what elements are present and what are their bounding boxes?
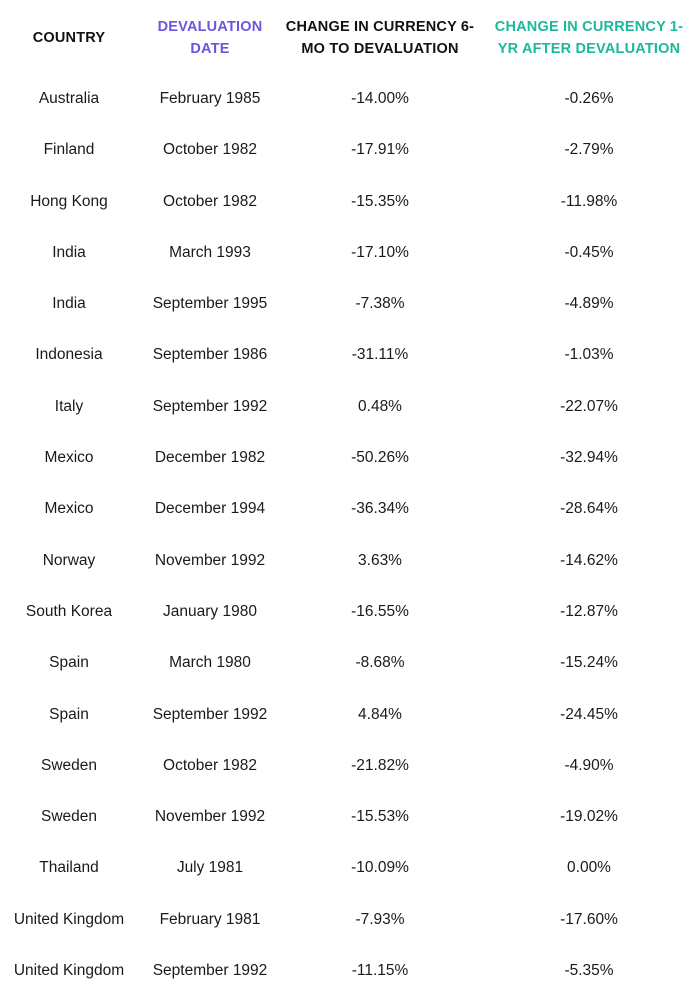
cell-devaluation-date: October 1982 [163, 141, 257, 159]
cell-one-year-change: -1.03% [564, 346, 614, 364]
table-row [0, 486, 700, 537]
header-devaluation-date: DEVALUATION DATE [157, 19, 263, 57]
cell-devaluation-date: July 1981 [176, 859, 244, 877]
table-header [0, 0, 700, 75]
cell-one-year-change: -0.26% [564, 90, 614, 107]
cell-country: Sweden [40, 808, 97, 826]
table-row [0, 743, 700, 794]
cell-one-year-change: -4.90% [564, 756, 614, 774]
cell-one-year-change: -32.94% [560, 449, 618, 467]
cell-country: India [52, 243, 86, 261]
table-row [0, 845, 700, 896]
table-row [0, 127, 700, 178]
table-row [0, 384, 700, 435]
cell-country: Norway [42, 551, 96, 569]
cell-devaluation-date: September 1992 [152, 962, 268, 980]
cell-six-month-change: -11.15% [351, 962, 409, 980]
cell-devaluation-date: December 1994 [154, 500, 266, 518]
table-row [0, 281, 700, 332]
cell-one-year-change: -28.64% [560, 500, 618, 518]
cell-one-year-change: -11.98% [560, 192, 618, 210]
header-six-month-change: CHANGE IN CURRENCY 6-MO TO DEVALUATION [285, 19, 475, 57]
cell-devaluation-date: February 1985 [159, 90, 261, 107]
cell-devaluation-date: March 1980 [169, 654, 251, 672]
cell-country: Spain [49, 705, 89, 723]
table-row [0, 948, 700, 999]
cell-one-year-change: -12.87% [560, 602, 618, 620]
cell-country: Finland [43, 141, 95, 159]
cell-country: Sweden [40, 756, 97, 774]
cell-one-year-change: -0.45% [564, 243, 614, 261]
cell-six-month-change: 0.48% [358, 397, 402, 415]
cell-one-year-change: -15.24% [560, 654, 618, 672]
cell-six-month-change: -15.53% [351, 808, 409, 826]
table-row [0, 538, 700, 589]
cell-country: Thailand [39, 859, 99, 877]
cell-six-month-change: -36.34% [351, 500, 409, 518]
cell-one-year-change: -22.07% [560, 397, 618, 415]
cell-country: Mexico [44, 500, 94, 518]
cell-devaluation-date: September 1992 [152, 705, 268, 723]
cell-devaluation-date: February 1981 [159, 910, 261, 928]
table-row [0, 230, 700, 281]
cell-six-month-change: -7.93% [355, 910, 405, 928]
cell-devaluation-date: October 1982 [163, 756, 257, 774]
cell-country: United Kingdom [13, 962, 125, 980]
cell-country: Mexico [44, 449, 94, 467]
cell-devaluation-date: September 1995 [152, 295, 268, 313]
cell-six-month-change: -8.68% [355, 654, 405, 672]
cell-six-month-change: 4.84% [358, 705, 402, 723]
table-row [0, 179, 700, 230]
cell-six-month-change: 3.63% [358, 551, 402, 569]
cell-country: Italy [54, 397, 84, 415]
cell-country: Hong Kong [30, 192, 108, 210]
cell-devaluation-date: September 1992 [152, 397, 268, 415]
table-row [0, 589, 700, 640]
cell-six-month-change: -7.38% [355, 295, 405, 313]
table-row [0, 640, 700, 691]
cell-devaluation-date: September 1986 [152, 346, 268, 364]
table-row [0, 794, 700, 845]
cell-six-month-change: -14.00% [351, 90, 409, 107]
header-country: COUNTRY [32, 30, 106, 46]
cell-one-year-change: -14.62% [560, 551, 618, 569]
cell-devaluation-date: March 1993 [169, 243, 251, 261]
header-one-year-change: CHANGE IN CURRENCY 1-YR AFTER DEVALUATION [494, 19, 684, 57]
table-row [0, 332, 700, 383]
cell-country: United Kingdom [13, 910, 125, 928]
table-row [0, 897, 700, 948]
cell-one-year-change: -24.45% [560, 705, 618, 723]
cell-devaluation-date: December 1982 [154, 449, 266, 467]
cell-six-month-change: -31.11% [351, 346, 409, 364]
cell-country: Indonesia [35, 346, 103, 364]
cell-six-month-change: -15.35% [351, 192, 409, 210]
table-row [0, 76, 700, 127]
cell-one-year-change: 0.00% [567, 859, 611, 877]
cell-six-month-change: -21.82% [351, 756, 409, 774]
cell-six-month-change: -17.91% [351, 141, 409, 159]
cell-six-month-change: -10.09% [351, 859, 409, 877]
table-row [0, 692, 700, 743]
table-row [0, 435, 700, 486]
cell-devaluation-date: November 1992 [154, 808, 266, 826]
cell-country: India [52, 295, 86, 313]
cell-six-month-change: -16.55% [351, 602, 409, 620]
cell-one-year-change: -17.60% [560, 910, 618, 928]
cell-six-month-change: -50.26% [351, 449, 409, 467]
cell-one-year-change: -2.79% [564, 141, 614, 159]
cell-devaluation-date: January 1980 [163, 602, 257, 620]
cell-six-month-change: -17.10% [351, 243, 409, 261]
cell-devaluation-date: November 1992 [154, 551, 266, 569]
cell-country: Australia [38, 90, 100, 107]
cell-one-year-change: -5.35% [564, 962, 614, 980]
cell-one-year-change: -4.89% [564, 295, 614, 313]
cell-one-year-change: -19.02% [560, 808, 618, 826]
cell-country: South Korea [25, 602, 113, 620]
table-body [0, 76, 700, 999]
cell-devaluation-date: October 1982 [163, 192, 257, 210]
cell-country: Spain [49, 654, 89, 672]
